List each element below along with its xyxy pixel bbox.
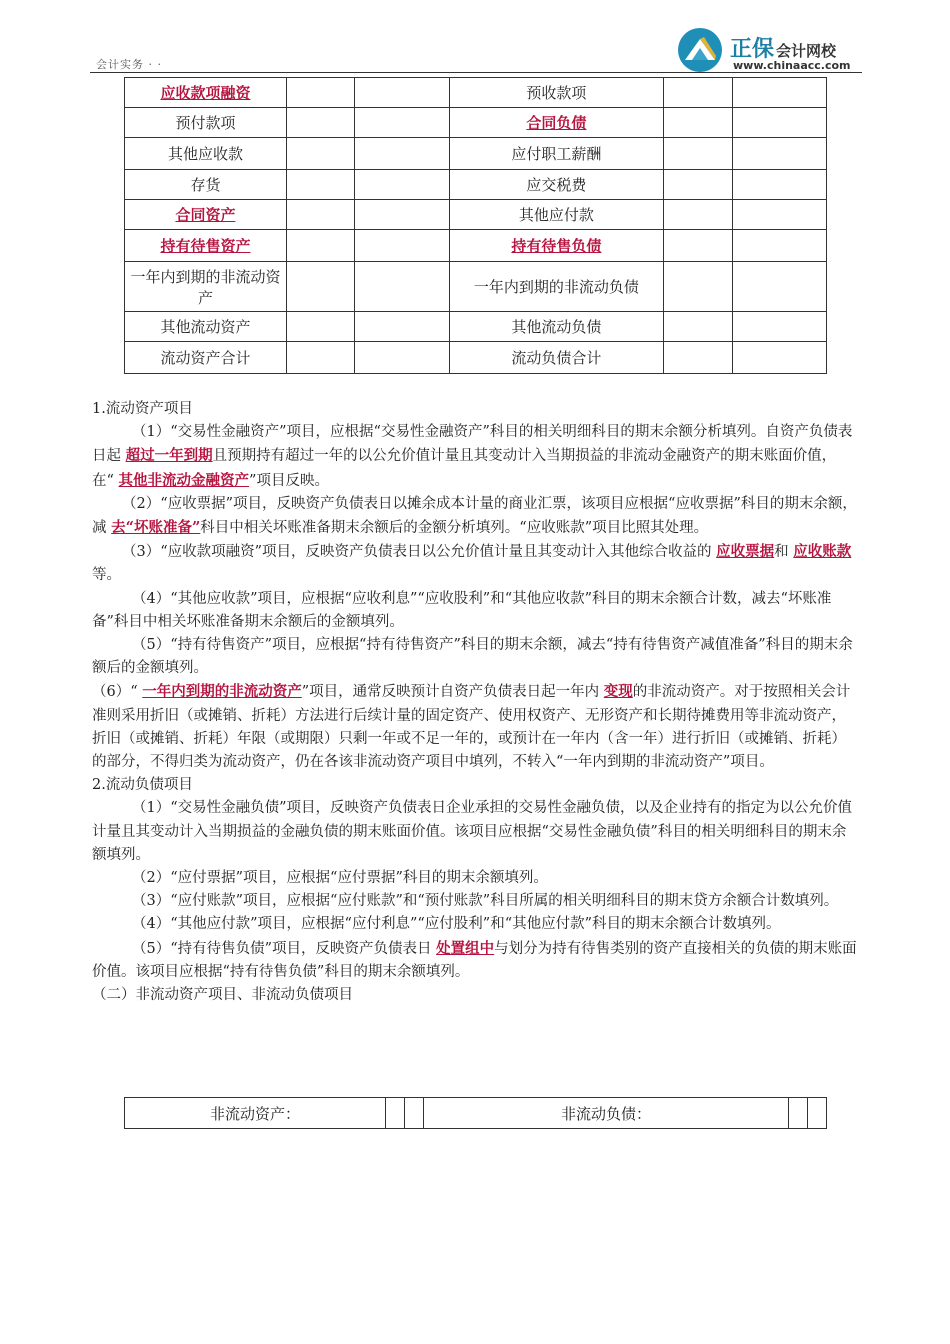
row-label-text: 其他流动负债: [511, 318, 602, 336]
row-label: [449, 108, 664, 138]
section1-heading: 1.流动资产项目: [92, 401, 193, 417]
table-cell: [286, 78, 354, 108]
highlight-term: 应收款项融资: [160, 84, 251, 102]
table-row: [125, 342, 827, 374]
table-cell: [664, 170, 732, 200]
row-label: [125, 170, 287, 200]
row-label: [125, 342, 287, 374]
table-cell: [386, 1098, 405, 1129]
row-label-text: 流动资产合计: [160, 349, 251, 367]
table-cell: [732, 108, 826, 138]
row-label-text: 一年内到期的非流动负债: [473, 278, 639, 296]
table-cell: [355, 230, 449, 262]
table-cell: [732, 312, 826, 342]
table-cell: [732, 262, 826, 312]
table-row: [125, 312, 827, 342]
table-cell: [732, 342, 826, 374]
table-cell: [286, 230, 354, 262]
row-label: [449, 312, 664, 342]
table-cell: [732, 200, 826, 230]
row-label: [449, 342, 664, 374]
table-row: [125, 108, 827, 138]
section2-para4: （4）“其他应付款”项目，应根据“应付利息”“应付股利”和“其他应付款”科目的期末余额合计数填列。: [132, 916, 781, 933]
logo-brand-sub: 会计网校: [776, 42, 837, 60]
table-row: [125, 200, 827, 230]
section1-para4: （4）“其他应收款”项目，应根据“应收利息”“应收股利”和“其他应收款”科目的期末余额合计数，减去“坏账准备”科目中相关坏账准备期末余额后的金额填列。: [92, 590, 832, 630]
section1-para1: （1）“交易性金融资产”项目，应根据“交易性金融资产”科目的相关明细科目的期末余额分析填列。自资产负债表日起 超过一年到期且预期持有超过一年的以公允价值计量且其变动计入当期损益的非流动金融资产的期末账面价值，在“ 其他非流动金融资产”项目反映。: [92, 424, 853, 489]
row-label-text: 应交税费: [526, 176, 587, 194]
row-label-text: 其他应收款: [167, 145, 243, 163]
table-cell: [732, 78, 826, 108]
header-divider: [90, 72, 862, 73]
noncurrent-liabilities-label: 非流动负债：: [424, 1098, 789, 1129]
row-label-text: 预付款项: [175, 114, 236, 132]
body-text: [92, 398, 858, 1007]
section2-para5: （5）“持有待售负债”项目，反映资产负债表日 处置组中与划分为持有待售类别的资产直接相关的负债的期末账面价值。该项目应根据“持有待售负债”科目的期末余额填列。: [92, 939, 857, 980]
noncurrent-table: [124, 1097, 827, 1129]
section1-para6: （6）“ 一年内到期的非流动资产”项目，通常反映预计自资产负债表日起一年内 变现的非流动资产。对于按照相关会计准则采用折旧（或摊销、折耗）方法进行后续计量的固定资产、使用权资产、无形资产和长期待摊费用等非流动资产，折旧（或摊销、折耗）年限（或期限）只剩一年或不足一年的，或预计在一年内（含一年）进行折旧（或摊销、折耗）的部分，不得归类为流动资产，仍在各该非流动资产项目中填列，不转入“一年内到期的非流动资产”项目。: [92, 683, 851, 771]
table-cell: [286, 312, 354, 342]
table-cell: [286, 170, 354, 200]
table-row: [125, 1098, 827, 1129]
logo-url: www.chinaacc.com: [733, 59, 851, 72]
highlight-term: 其他非流动金融资产: [118, 471, 250, 489]
table-cell: [355, 170, 449, 200]
table-cell: [286, 262, 354, 312]
table-cell: [664, 200, 732, 230]
section1-para3: （3）“应收款项融资”项目，反映资产负债表日以公允价值计量且其变动计入其他综合收益的 应收票据和 应收账款等。: [92, 543, 852, 584]
row-label: [449, 78, 664, 108]
table-row: [125, 138, 827, 170]
table-cell: [286, 108, 354, 138]
highlight-term: 一年内到期的非流动资产: [142, 683, 302, 701]
section2-para1: （1）“交易性金融负债”项目，反映资产负债表日企业承担的交易性金融负债，以及企业持有的指定为以公允价值计量且其变动计入当期损益的金融负债的期末账面价值。该项目应根据“交易性金融负债”科目的相关明细科目的期末余额填列。: [92, 800, 853, 863]
table-cell: [355, 138, 449, 170]
row-label: [449, 262, 664, 312]
row-label-text: 流动负债合计: [511, 349, 602, 367]
table-cell: [355, 108, 449, 138]
row-label: [449, 138, 664, 170]
header-scribble: 会计实务 · ·: [96, 58, 162, 71]
highlight-term: 持有待售负债: [511, 237, 602, 255]
row-label: [125, 200, 287, 230]
table-cell: [355, 200, 449, 230]
table-cell: [664, 78, 732, 108]
noncurrent-assets-label: 非流动资产：: [125, 1098, 386, 1129]
row-label: [125, 108, 287, 138]
table-cell: [286, 200, 354, 230]
row-label: [449, 170, 664, 200]
row-label-text: 其他流动资产: [160, 318, 251, 336]
highlight-term: 变现: [603, 683, 633, 701]
table-cell: [355, 78, 449, 108]
table-cell: [808, 1098, 827, 1129]
section2-para3: （3）“应付账款”项目，应根据“应付账款”和“预付账款”科目所属的相关明细科目的期末贷方余额合计数填列。: [132, 893, 839, 910]
highlight-term: 超过一年到期: [125, 447, 213, 465]
table-cell: [789, 1098, 808, 1129]
highlight-term: 应收票据: [716, 543, 775, 561]
logo-icon: [678, 28, 722, 72]
row-label-text: 应付职工薪酬: [511, 145, 602, 163]
table-cell: [664, 138, 732, 170]
table-cell: [664, 230, 732, 262]
logo-brand-name: 正保: [730, 37, 775, 62]
table-cell: [732, 230, 826, 262]
row-label: [449, 230, 664, 262]
table-cell: [286, 138, 354, 170]
highlight-term: 应收账款: [793, 543, 852, 561]
table-cell: [664, 342, 732, 374]
row-label-text: 存货: [190, 176, 221, 194]
row-label: [125, 262, 287, 312]
table-cell: [732, 170, 826, 200]
table-cell: [355, 262, 449, 312]
highlight-term: 持有待售资产: [160, 237, 251, 255]
row-label: [125, 312, 287, 342]
row-label-text: 预收款项: [526, 84, 587, 102]
row-label: [125, 230, 287, 262]
row-label: [125, 78, 287, 108]
table-cell: [664, 108, 732, 138]
table-cell: [355, 342, 449, 374]
highlight-term: 合同资产: [175, 206, 236, 224]
section3-heading: （二）非流动资产项目、非流动负债项目: [92, 987, 353, 1004]
table-row: [125, 170, 827, 200]
balance-sheet-table: [124, 77, 827, 374]
table-cell: [732, 138, 826, 170]
table-row: [125, 78, 827, 108]
section2-para2: （2）“应付票据”项目，应根据“应付票据”科目的期末余额填列。: [132, 870, 548, 887]
highlight-term: 处置组中: [436, 939, 495, 957]
row-label: [449, 200, 664, 230]
row-label-text: 其他应付款: [518, 206, 594, 224]
highlight-term: 去“坏账准备”: [111, 519, 201, 537]
section1-para5: （5）“持有待售资产”项目，应根据“持有待售资产”科目的期末余额，减去“持有待售资产减值准备”科目的期末余额后的金额填列。: [92, 637, 853, 677]
logo: [678, 22, 868, 72]
table-cell: [286, 342, 354, 374]
highlight-term: 合同负债: [526, 114, 587, 132]
table-cell: [355, 312, 449, 342]
page-header: [0, 0, 950, 80]
section1-para2: （2）“应收票据”项目，反映资产负债表日以摊余成本计量的商业汇票，该项目应根据“应收票据”科目的期末余额，减 去“坏账准备”科目中相关坏账准备期末余额后的金额分析填列。“应收账款”项目比照其处理。: [92, 495, 857, 537]
row-label-text: 一年内到期的非流动资产: [130, 267, 281, 307]
section2-heading: 2.流动负债项目: [92, 777, 193, 794]
row-label: [125, 138, 287, 170]
table-row: [125, 262, 827, 312]
table-row: [125, 230, 827, 262]
table-cell: [405, 1098, 424, 1129]
table-cell: [664, 262, 732, 312]
table-cell: [664, 312, 732, 342]
